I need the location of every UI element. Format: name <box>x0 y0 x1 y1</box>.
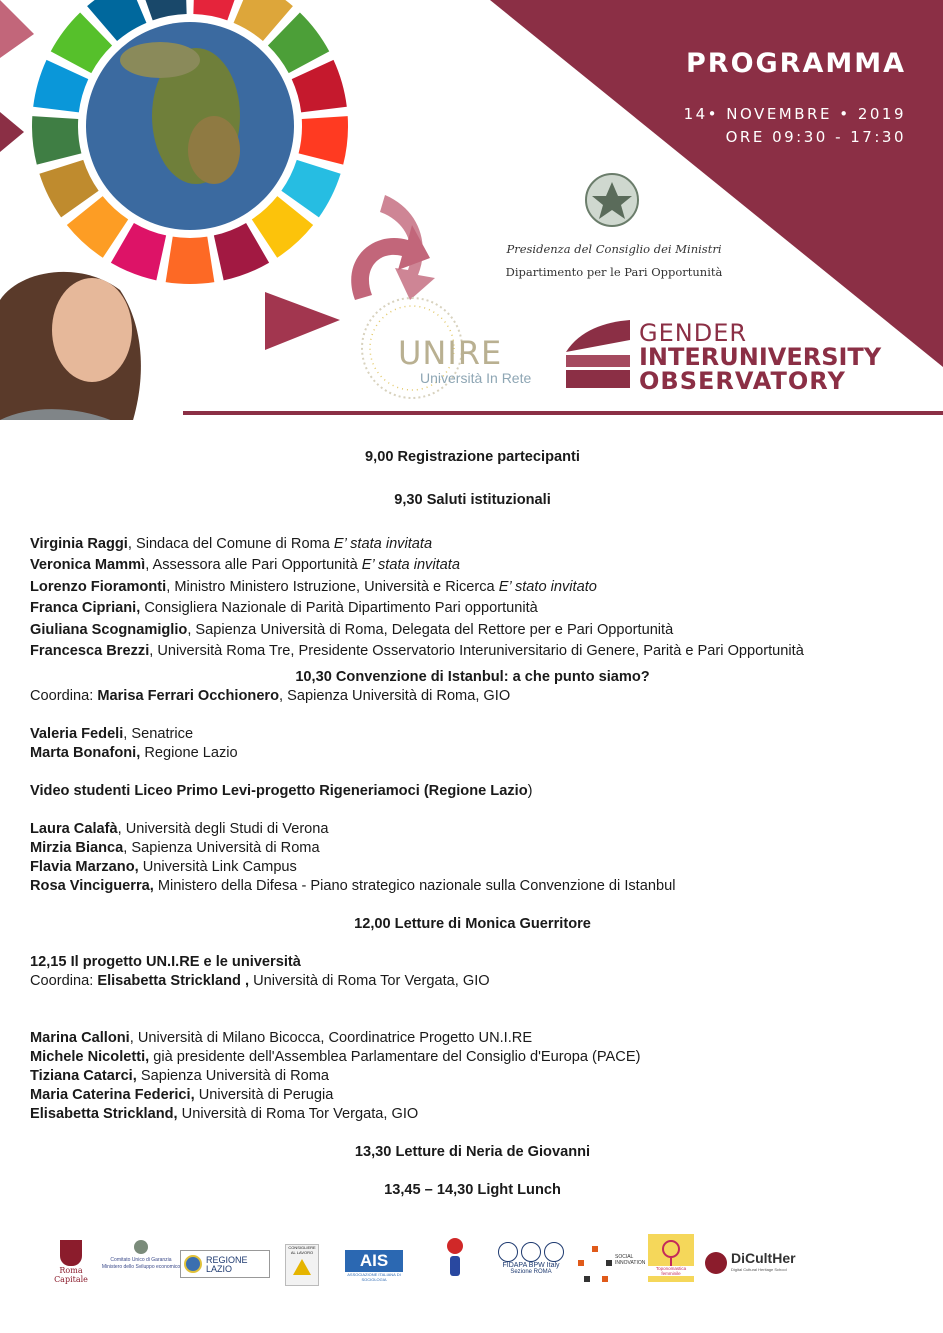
invitation-note: E’ stata invitata <box>361 557 460 574</box>
gio-logo-mark <box>566 320 630 352</box>
gio-line-3: OBSERVATORY <box>639 367 846 395</box>
logo-dicult: DiCultHer Digital Cultural Heritage School <box>705 1250 795 1276</box>
speaker-role: , Università degli Studi di Verona <box>117 821 329 837</box>
coord-affiliation: , Sapienza Università di Roma, GIO <box>279 688 511 704</box>
speaker-name: Franca Cipriani, <box>30 600 141 617</box>
session-unire: 12,15 Il progetto UN.I.RE e le università <box>30 954 301 970</box>
sdg-segment <box>292 60 347 112</box>
session-greetings: 9,30 Saluti istituzionali <box>394 492 551 508</box>
globe-icon <box>521 1242 541 1262</box>
gio-line-2: INTERUNIVERSITY <box>639 343 882 371</box>
globe-icon <box>498 1242 518 1262</box>
coord-affiliation: Università di Roma Tor Vergata, GIO <box>249 973 490 989</box>
speaker-role: già presidente dell'Assemblea Parlamentare del Consiglio d'Europa (PACE) <box>149 1049 641 1065</box>
emblem-icon <box>134 1240 148 1254</box>
dicult-icon <box>705 1252 727 1274</box>
speaker-role: Università di Perugia <box>194 1087 334 1103</box>
invitation-note: E’ stata invitata <box>333 536 433 552</box>
speaker-line <box>30 620 915 641</box>
speaker-role: Ministero della Difesa - Piano strategico nazionale sulla Convenzione di Istanbul <box>153 878 676 894</box>
roma-shield-icon <box>60 1240 82 1266</box>
play-triangle-icon <box>265 292 340 350</box>
speaker-name: Elisabetta Strickland, <box>30 1106 178 1122</box>
video-title: Video studenti Liceo Primo Levi-progetto Rigeneriamoci (Regione Lazio <box>30 783 528 799</box>
divider <box>183 411 943 415</box>
speaker-role: , Assessora alle Pari Opportunità <box>145 557 362 574</box>
session-lunch: 13,45 – 14,30 Light Lunch <box>384 1182 561 1198</box>
sdg-segment <box>33 60 88 112</box>
event-time: ORE 09:30 - 17:30 <box>725 128 906 146</box>
speaker-name: Rosa Vinciguerra, <box>30 878 154 894</box>
speaker-line <box>30 1105 915 1124</box>
speaker-line <box>30 598 915 619</box>
logo-fidapa: FIDAPA BPW Italy Sezione ROMA <box>497 1242 565 1275</box>
speaker-role: , Università Roma Tre, Presidente Osservatorio Interuniversitario di Genere, Parità e Pari Opportunità <box>149 643 804 660</box>
speaker-name: Virginia Raggi <box>30 536 128 552</box>
session-registration: 9,00 Registrazione partecipanti <box>365 449 580 465</box>
video-paren: ) <box>527 783 533 799</box>
warning-icon <box>293 1259 311 1275</box>
speaker-line <box>30 1067 915 1086</box>
speaker-role: , Università di Milano Bicocca, Coordinatrice Progetto UN.I.RE <box>129 1030 533 1046</box>
sdg-segment <box>299 116 348 165</box>
gov-department: Dipartimento per le Pari Opportunità <box>505 265 723 279</box>
coordinator-1 <box>30 687 915 706</box>
speaker-line <box>30 555 915 576</box>
speaker-role: Regione Lazio <box>140 745 238 761</box>
speaker-role: , Sapienza Università di Roma <box>123 840 320 856</box>
corner-triangle-2 <box>0 112 24 152</box>
coordinator-2 <box>30 972 915 991</box>
coord-label: Coordina: <box>30 688 98 704</box>
speaker-name: Laura Calafà <box>30 821 118 837</box>
sdg-segment <box>32 116 81 165</box>
video-line <box>30 782 915 801</box>
logo-red-figure <box>444 1238 466 1284</box>
speaker-role: Università di Roma Tor Vergata, GIO <box>177 1106 419 1122</box>
speaker-role: Sapienza Università di Roma <box>136 1068 330 1084</box>
sdg-segment <box>137 0 186 20</box>
speaker-line <box>30 534 915 555</box>
greetings-list <box>30 534 915 662</box>
female-symbol-icon <box>662 1240 680 1258</box>
globe-icon <box>544 1242 564 1262</box>
figure-icon <box>447 1238 463 1254</box>
logo-toponomastica: Toponomastica femminile <box>648 1234 694 1282</box>
speaker-name: Giuliana Scognamiglio <box>30 621 188 638</box>
coord-label: Coordina: <box>30 973 98 989</box>
sdg-segment <box>166 237 215 284</box>
speaker-name: Michele Nicoletti, <box>30 1049 150 1065</box>
sponsor-logos <box>0 1232 943 1302</box>
logo-ais: AIS ASSOCIAZIONE ITALIANA DI SOCIOLOGIA <box>345 1250 403 1282</box>
speaker-line <box>30 744 915 763</box>
speaker-line <box>30 839 915 858</box>
speakers-group-3 <box>30 1029 915 1124</box>
speaker-name: Flavia Marzano, <box>30 859 139 875</box>
logo-consigliere: CONSIGLIERE AL LAVORO <box>285 1244 319 1286</box>
event-date: 14• NOVEMBRE • 2019 <box>683 105 906 123</box>
gio-line-1: GENDER <box>639 319 748 347</box>
speaker-line <box>30 1029 915 1048</box>
speaker-name: Marina Calloni <box>30 1030 130 1046</box>
speaker-line <box>30 641 915 662</box>
page-title: PROGRAMMA <box>685 48 906 79</box>
coord-name: Marisa Ferrari Occhionero <box>97 688 280 704</box>
speaker-name: Veronica Mammì <box>30 557 146 574</box>
speaker-name: Maria Caterina Federici, <box>30 1087 195 1103</box>
unire-logo-text: UNIRE <box>398 334 503 372</box>
unire-subtitle: Università In Rete <box>420 370 532 386</box>
speaker-line <box>30 820 915 839</box>
speaker-role: , Sindaca del Comune di Roma <box>127 536 334 552</box>
speaker-line <box>30 725 915 744</box>
speaker-line <box>30 1048 915 1067</box>
invitation-note: E’ stato invitato <box>498 578 597 595</box>
session-reading-1: 12,00 Letture di Monica Guerritore <box>354 916 591 932</box>
speaker-role: , Ministro Ministero Istruzione, Università e Ricerca <box>166 578 499 595</box>
gov-presidency: Presidenza del Consiglio dei Ministri <box>506 242 722 256</box>
sdg-segment <box>193 0 242 20</box>
speaker-name: Mirzia Bianca <box>30 840 124 856</box>
lazio-icon <box>184 1255 202 1273</box>
speaker-line <box>30 858 915 877</box>
speaker-role: , Sapienza Università di Roma, Delegata del Rettore per e Pari Opportunità <box>187 621 674 638</box>
speaker-line <box>30 877 915 896</box>
logo-social-innovation: SOCIAL INNOVATION <box>572 1240 648 1284</box>
speakers-group-1 <box>30 725 915 763</box>
speakers-group-2 <box>30 820 915 896</box>
speaker-line <box>30 577 915 598</box>
speaker-line <box>30 1086 915 1105</box>
session-reading-2: 13,30 Letture di Neria de Giovanni <box>354 1144 591 1160</box>
speaker-role: Consigliera Nazionale di Parità Dipartimento Pari opportunità <box>140 600 538 617</box>
session-istanbul: 10,30 Convenzione di Istanbul: a che punto siamo? <box>295 669 650 685</box>
logo-regione-lazio: REGIONE LAZIO <box>180 1250 270 1278</box>
speaker-name: Lorenzo Fioramonti <box>30 578 167 595</box>
speaker-name: Tiziana Catarci, <box>30 1068 137 1084</box>
speaker-role: , Senatrice <box>123 726 194 742</box>
logo-roma-capitale: Roma Capitale <box>45 1240 97 1284</box>
star-icon <box>578 1246 614 1282</box>
logo-comitato: Comitato Unico di Garanzia Ministero dello Sviluppo economico <box>100 1240 182 1271</box>
event-date-time <box>684 103 906 149</box>
speaker-role: Università Link Campus <box>138 859 297 875</box>
speaker-name: Valeria Fedeli <box>30 726 124 742</box>
coord-name: Elisabetta Strickland , <box>97 973 250 989</box>
speaker-name: Francesca Brezzi <box>30 643 150 660</box>
speaker-name: Marta Bonafoni, <box>30 745 141 761</box>
corner-triangle-1 <box>0 0 34 58</box>
